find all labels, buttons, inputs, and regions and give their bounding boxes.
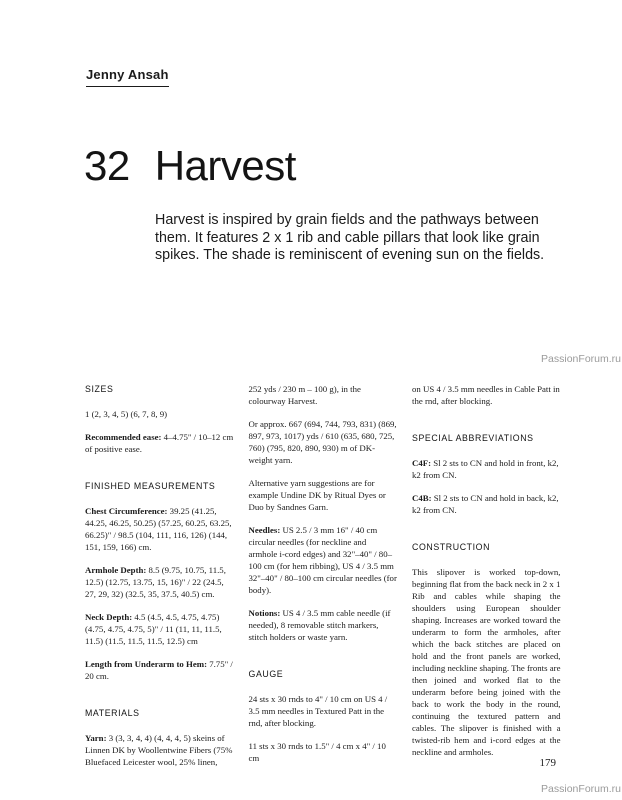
chest-circumference <box>85 505 234 553</box>
chest-circumference-label: Chest Circumference: <box>85 506 168 516</box>
neck-depth-text: 4.5 (4.5, 4.5, 4.75, 4.75) (4.75, 4.75, 4.75, 5)" / 11 (11, 11, 11.5, 11.5) (11.5, 11.5, 11.5, 12.5) cm <box>85 612 222 646</box>
gauge-cable-continuation: on US 4 / 3.5 mm needles in Cable Patt in the rnd, after blocking. <box>412 384 560 406</box>
neck-depth-label: Neck Depth: <box>85 612 133 622</box>
recommended-ease <box>85 431 234 455</box>
chest-circumference-text: 39.25 (41.25, 44.25, 46.25, 50.25) (57.25, 60.25, 63.25, 66.25)" / 98.5 (104, 111, 116, 126) (144, 151, 159, 166) cm. <box>85 506 232 552</box>
yardage-approx: Or approx. 667 (694, 744, 793, 831) (869, 897, 973, 1017) yds / 610 (635, 680, 725, 760) (795, 820, 890, 930) m of DK-weight yarn. <box>248 419 397 465</box>
yarn-paragraph <box>85 732 234 768</box>
needles-text: US 2.5 / 3 mm 16" / 40 cm circular needles (for neckline and armhole i-cord edges) and 32"–40" / 80–100 cm (for hem ribbing), US 4 / 3.5 mm 32"–40" / 80–100 cm circular needles (for body). <box>248 525 397 595</box>
needles-paragraph <box>249 524 398 596</box>
page-number: 179 <box>539 757 556 769</box>
materials-heading: MATERIALS <box>85 708 140 718</box>
column-2 <box>249 383 398 779</box>
yarn-label: Yarn: <box>85 733 107 743</box>
gauge-cable-start: 11 sts x 30 rnds to 1.5" / 4 cm x 4" / 10 cm <box>248 741 386 763</box>
special-abbreviations-heading: SPECIAL ABBREVIATIONS <box>412 433 534 443</box>
notions-text: US 4 / 3.5 mm cable needle (if needed), 8 removable stitch markers, stitch holders or waste yarn. <box>248 608 391 642</box>
pattern-title-row <box>84 142 296 190</box>
neck-depth <box>85 611 234 647</box>
alternative-yarns: Alternative yarn suggestions are for example Undine DK by Ritual Dyes or Duo by Sandnes Garn. <box>248 478 386 512</box>
abbreviation-c4b <box>412 492 561 516</box>
column-3 <box>412 383 561 779</box>
armhole-depth <box>85 564 234 600</box>
c4b-text: Sl 2 sts to CN and hold in back, k2, k2 from CN. <box>412 493 559 515</box>
gauge-heading: GAUGE <box>248 669 284 679</box>
gauge-textured: 24 sts x 30 rnds to 4" / 10 cm on US 4 / 3.5 mm needles in Textured Patt in the rnd, after blocking. <box>248 694 388 728</box>
armhole-depth-label: Armhole Depth: <box>85 565 147 575</box>
watermark-mid: PassionForum.ru <box>541 353 621 365</box>
recommended-ease-label: Recommended ease: <box>85 432 162 442</box>
length-underarm-hem-label: Length from Underarm to Hem: <box>85 659 207 669</box>
pattern-intro: Harvest is inspired by grain fields and the pathways between them. It features 2 x 1 rib and cable pillars that look like grain spikes. The shade is reminiscent of evening sun on the fields. <box>155 212 545 263</box>
c4b-label: C4B: <box>412 493 432 503</box>
yarn-text: 3 (3, 3, 4, 4) (4, 4, 4, 5) skeins of Linnen DK by Woollentwine Fibers (75% Bluefaced Leicester wool, 25% linen, <box>85 733 233 767</box>
notions-paragraph <box>249 607 398 643</box>
length-underarm-hem-text: 7.75" / 20 cm. <box>85 659 233 681</box>
abbreviation-c4f <box>412 457 561 481</box>
watermark-bottom: PassionForum.ru <box>541 783 621 795</box>
yarn-continuation: 252 yds / 230 m – 100 g), in the colourway Harvest. <box>248 384 361 406</box>
construction-heading: CONSTRUCTION <box>412 542 491 552</box>
c4f-label: C4F: <box>412 458 432 468</box>
needles-label: Needles: <box>248 525 281 535</box>
armhole-depth-text: 8.5 (9.75, 10.75, 11.5, 12.5) (12.75, 13.75, 15, 16)" / 22 (24.5, 27, 29, 32) (32.5, 35, 37.5, 40.5) cm. <box>85 565 226 599</box>
finished-measurements-heading: FINISHED MEASUREMENTS <box>85 481 216 491</box>
c4f-text: Sl 2 sts to CN and hold in front, k2, k2 from CN. <box>412 458 559 480</box>
notions-label: Notions: <box>248 608 281 618</box>
designer-name: Jenny Ansah <box>86 67 169 87</box>
construction-paragraph: This slipover is worked top-down, beginning flat from the back neck in 2 x 1 Rib and cables while shaping the shoulders using European shoulder shaping. Increases are worked toward the underarm to form the armholes, after which the back stitches are placed on hold and the front panels are worked, including neckline shaping. The fronts are then joined and worked flat to the underarm before being joined with the back to work the body in the round, continuing the textured pattern and cables. The slipover is finished with a twisted-rib hem and i-cord edges at the neckline and armholes. <box>412 567 561 757</box>
pattern-title: Harvest <box>154 142 296 189</box>
pattern-columns <box>85 383 561 779</box>
length-underarm-hem <box>85 658 234 682</box>
sizes-heading: SIZES <box>85 384 114 394</box>
recommended-ease-text: 4–4.75" / 10–12 cm of positive ease. <box>85 432 234 454</box>
sizes-value: 1 (2, 3, 4, 5) (6, 7, 8, 9) <box>85 409 168 419</box>
pattern-number: 32 <box>84 142 130 189</box>
column-1 <box>85 383 234 779</box>
